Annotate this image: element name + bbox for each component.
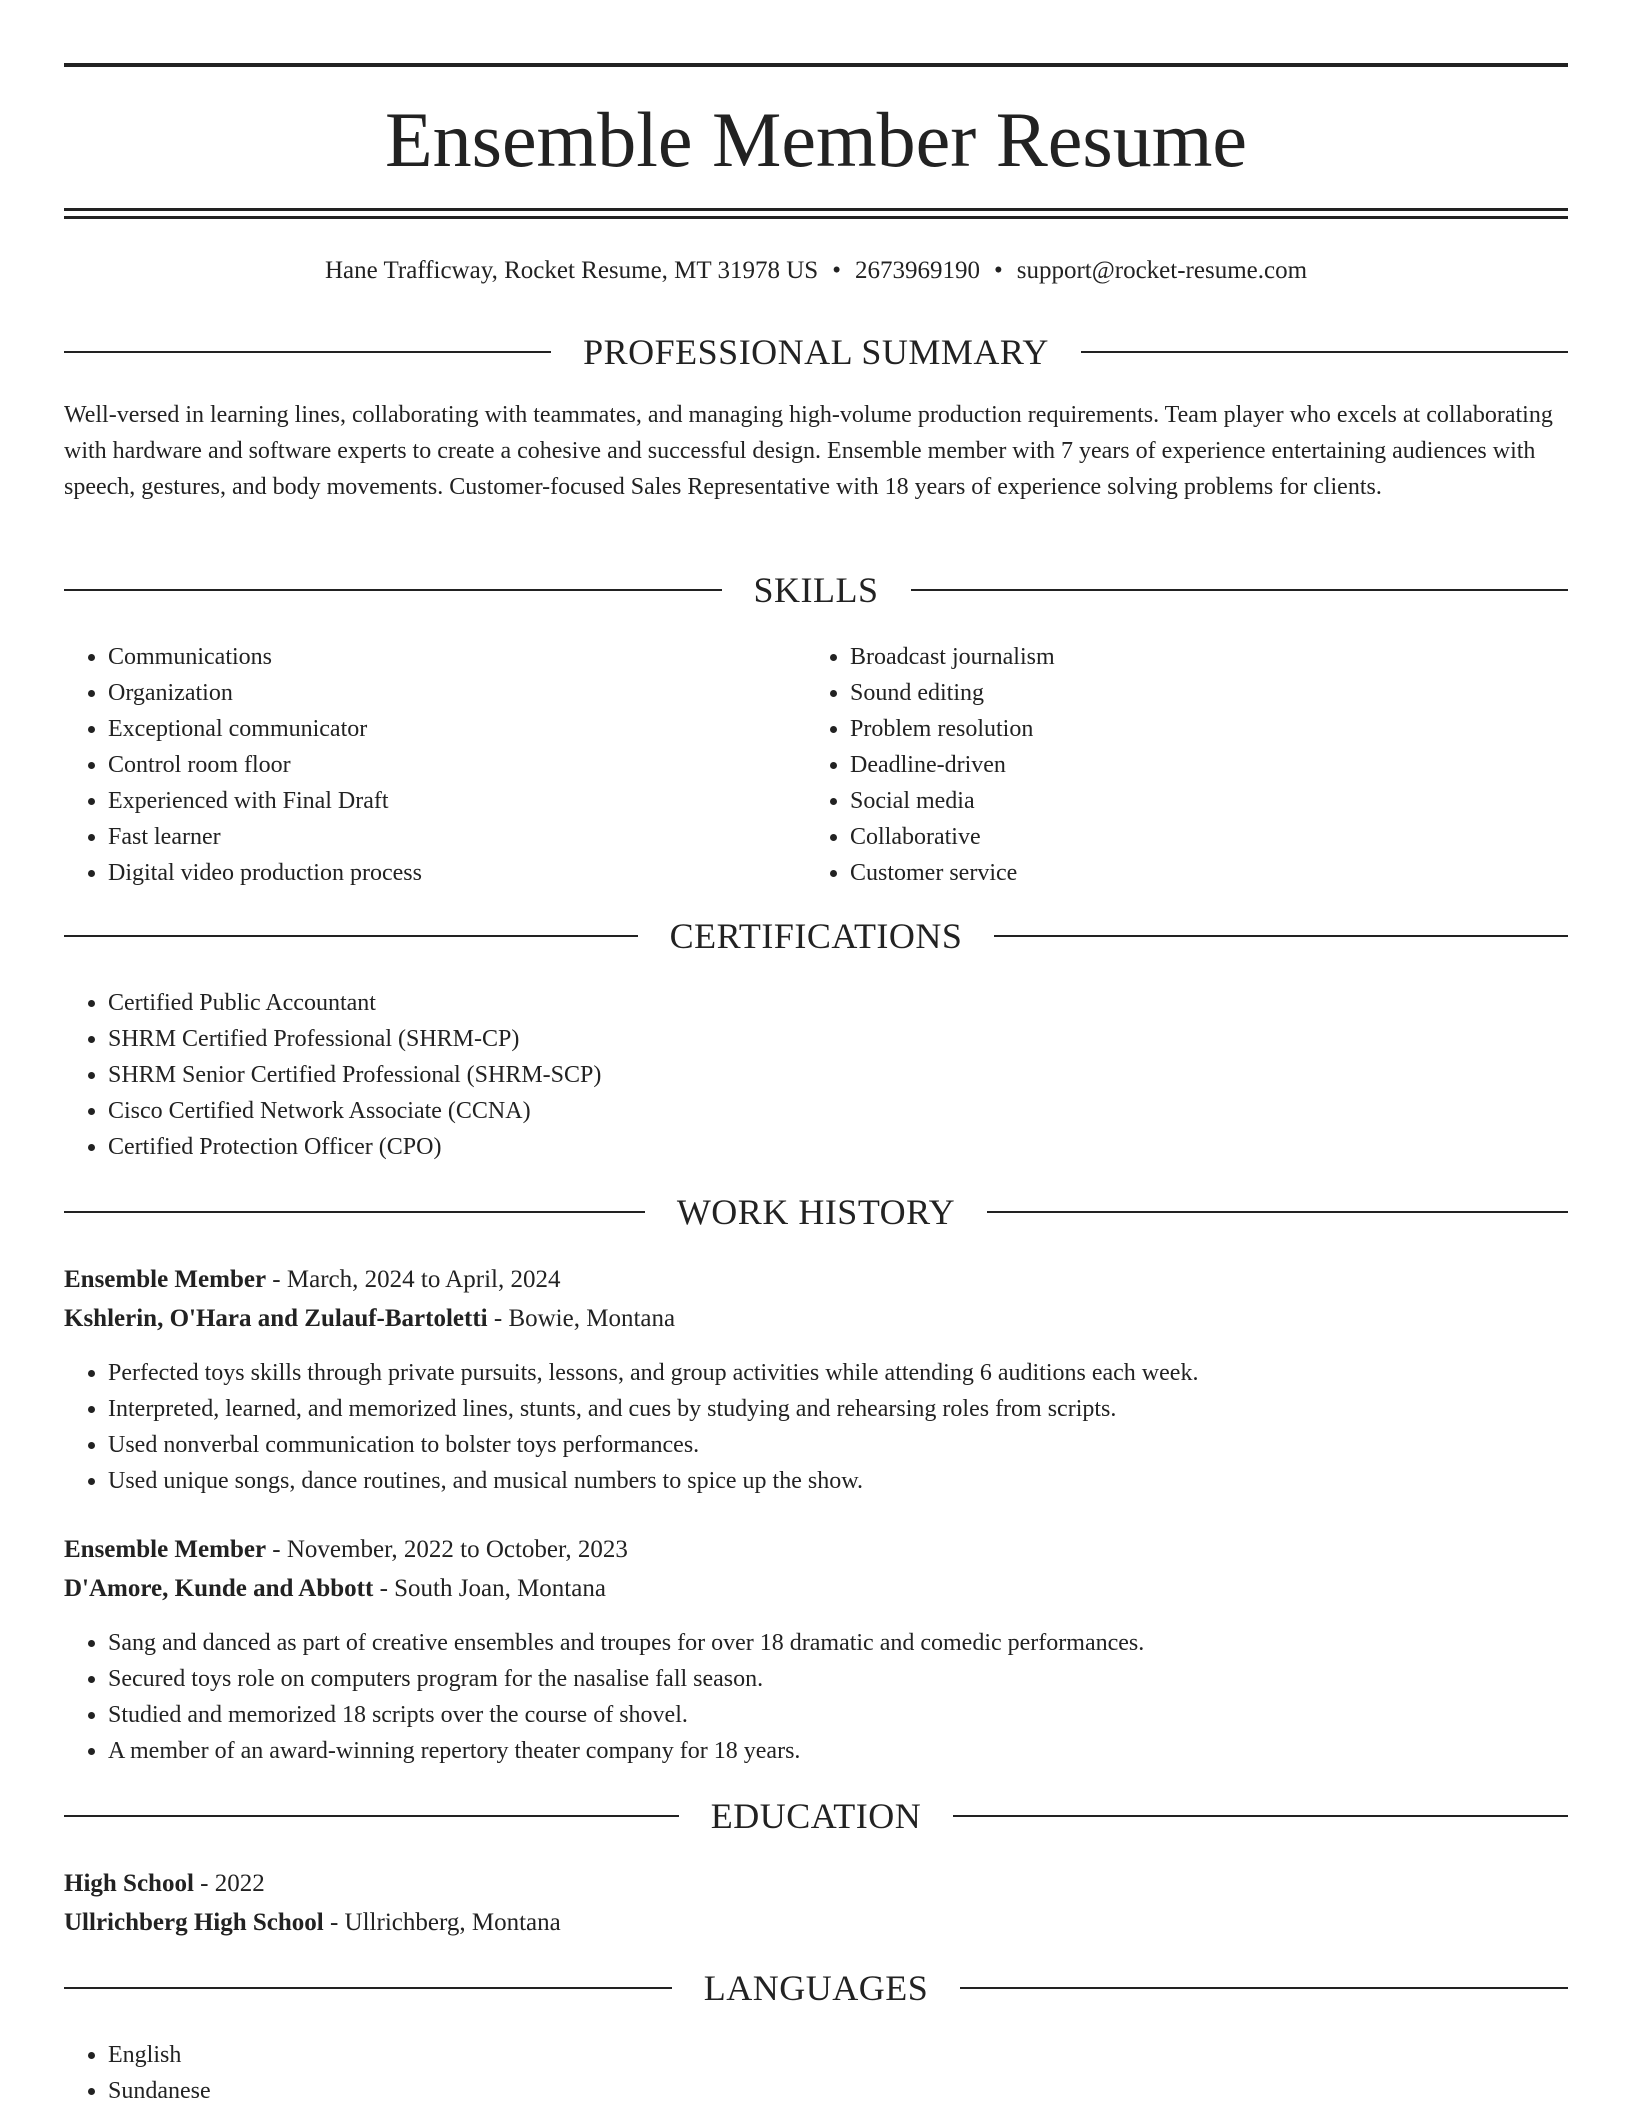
- section-rule: [64, 589, 722, 591]
- section-title: SKILLS: [753, 570, 879, 610]
- list-item: • Perfected toys skills through private pursuits, lessons, and group activities while attending 6 auditions each week.: [108, 1355, 1568, 1391]
- section-rule: [994, 935, 1568, 937]
- section-header-education: [64, 1794, 1568, 1838]
- job-company: D'Amore, Kunde and Abbott: [64, 1575, 374, 1602]
- education-degree: High School: [64, 1870, 194, 1897]
- list-item: • Problem resolution: [850, 711, 1550, 747]
- list-item: • Experienced with Final Draft: [108, 783, 808, 819]
- list-item: • Cisco Certified Network Associate (CCNA): [108, 1093, 1568, 1129]
- list-item: • Secured toys role on computers program for the nasalise fall season.: [108, 1661, 1568, 1697]
- list-item: • Organization: [108, 675, 808, 711]
- job-company: Kshlerin, O'Hara and Zulauf-Bartoletti: [64, 1305, 488, 1332]
- job-title: Ensemble Member: [64, 1266, 267, 1293]
- list-item: • Studied and memorized 18 scripts over the course of shovel.: [108, 1697, 1568, 1733]
- list-item: • Used nonverbal communication to bolster toys performances.: [108, 1427, 1568, 1463]
- list-item: • Broadcast journalism: [850, 639, 1550, 675]
- job-dates: - March, 2024 to April, 2024: [266, 1266, 561, 1293]
- section-title: CERTIFICATIONS: [669, 916, 963, 956]
- list-item: • Social media: [850, 783, 1550, 819]
- education-school: Ullrichberg High School: [64, 1909, 324, 1936]
- section-rule: [1081, 351, 1568, 353]
- list-item: • Communications: [108, 639, 808, 675]
- section-title: LANGUAGES: [703, 1968, 929, 2008]
- list-item: • SHRM Senior Certified Professional (SHRM-SCP): [108, 1057, 1568, 1093]
- list-item: • Certified Public Accountant: [108, 985, 1568, 1021]
- list-item: • Exceptional communicator: [108, 711, 808, 747]
- job-dates: - November, 2022 to October, 2023: [266, 1536, 628, 1563]
- list-item: • Deadline-driven: [850, 747, 1550, 783]
- list-item: • Digital video production process: [108, 855, 808, 891]
- section-rule: [911, 589, 1569, 591]
- section-header-summary: [64, 330, 1568, 374]
- contact-separator: •: [832, 257, 841, 284]
- contact-line: [64, 254, 1568, 288]
- page-title: Ensemble Member Resume: [384, 96, 1248, 183]
- job-location: - South Joan, Montana: [373, 1575, 606, 1602]
- summary-text: Well-versed in learning lines, collaborating with teammates, and managing high-volume production requirements. Team player who excels at collaborating with hardware and software experts to create a cohesive and successful design. Ensemble member with 7 years of experience entertaining audiences with speech, gestures, and body movements. Customer-focused Sales Representative with 18 years of experience solving problems for clients.: [64, 402, 1553, 500]
- languages-list: [64, 2037, 1568, 2109]
- title-rule-upper: [64, 208, 1568, 211]
- section-title: PROFESSIONAL SUMMARY: [583, 332, 1049, 372]
- job-company-line: [64, 1571, 606, 1607]
- section-rule: [953, 1815, 1568, 1817]
- job-title: Ensemble Member: [64, 1536, 267, 1563]
- section-rule: [960, 1987, 1568, 1989]
- list-item: • Sundanese: [108, 2073, 1568, 2109]
- list-item: • English: [108, 2037, 1568, 2073]
- certifications-list: [64, 985, 1568, 1165]
- title-rule-lower: [64, 216, 1568, 219]
- contact-email: support@rocket-resume.com: [1016, 257, 1308, 284]
- job-title-line: [64, 1532, 628, 1568]
- list-item: • Fast learner: [108, 819, 808, 855]
- section-header-work: [64, 1190, 1568, 1234]
- skills-list-left: [64, 639, 808, 891]
- list-item: • Interpreted, learned, and memorized lines, stunts, and cues by studying and rehearsing roles from scripts.: [108, 1391, 1568, 1427]
- list-item: • Used unique songs, dance routines, and musical numbers to spice up the show.: [108, 1463, 1568, 1499]
- job-company-line: [64, 1301, 675, 1337]
- list-item: • Sang and danced as part of creative ensembles and troupes for over 18 dramatic and comedic performances.: [108, 1625, 1568, 1661]
- section-rule: [64, 935, 638, 937]
- contact-separator: •: [993, 257, 1003, 284]
- list-item: • A member of an award-winning repertory theater company for 18 years.: [108, 1733, 1568, 1769]
- education-location: - Ullrichberg, Montana: [323, 1909, 561, 1936]
- job-bullets: [64, 1355, 1568, 1499]
- contact-address: Hane Trafficway, Rocket Resume, MT 31978 US: [324, 257, 819, 284]
- top-rule: [64, 63, 1568, 67]
- list-item: • Control room floor: [108, 747, 808, 783]
- section-rule: [64, 1987, 672, 1989]
- list-item: • Customer service: [850, 855, 1550, 891]
- section-rule: [64, 1211, 645, 1213]
- section-rule: [987, 1211, 1568, 1213]
- list-item: • Collaborative: [850, 819, 1550, 855]
- section-header-languages: [64, 1966, 1568, 2010]
- section-title: WORK HISTORY: [676, 1192, 956, 1232]
- job-bullets: [64, 1625, 1568, 1769]
- education-degree-line: [64, 1866, 265, 1902]
- skills-list-right: [806, 639, 1550, 891]
- section-header-skills: [64, 568, 1568, 612]
- section-rule: [64, 351, 551, 353]
- contact-phone: 2673969190: [854, 257, 980, 284]
- section-rule: [64, 1815, 679, 1817]
- list-item: • Sound editing: [850, 675, 1550, 711]
- education-school-line: [64, 1905, 561, 1941]
- list-item: • Certified Protection Officer (CPO): [108, 1129, 1568, 1165]
- education-year: - 2022: [193, 1870, 265, 1897]
- list-item: • SHRM Certified Professional (SHRM-CP): [108, 1021, 1568, 1057]
- section-title: EDUCATION: [710, 1796, 922, 1836]
- section-header-certifications: [64, 914, 1568, 958]
- job-title-line: [64, 1262, 560, 1298]
- job-location: - Bowie, Montana: [487, 1305, 676, 1332]
